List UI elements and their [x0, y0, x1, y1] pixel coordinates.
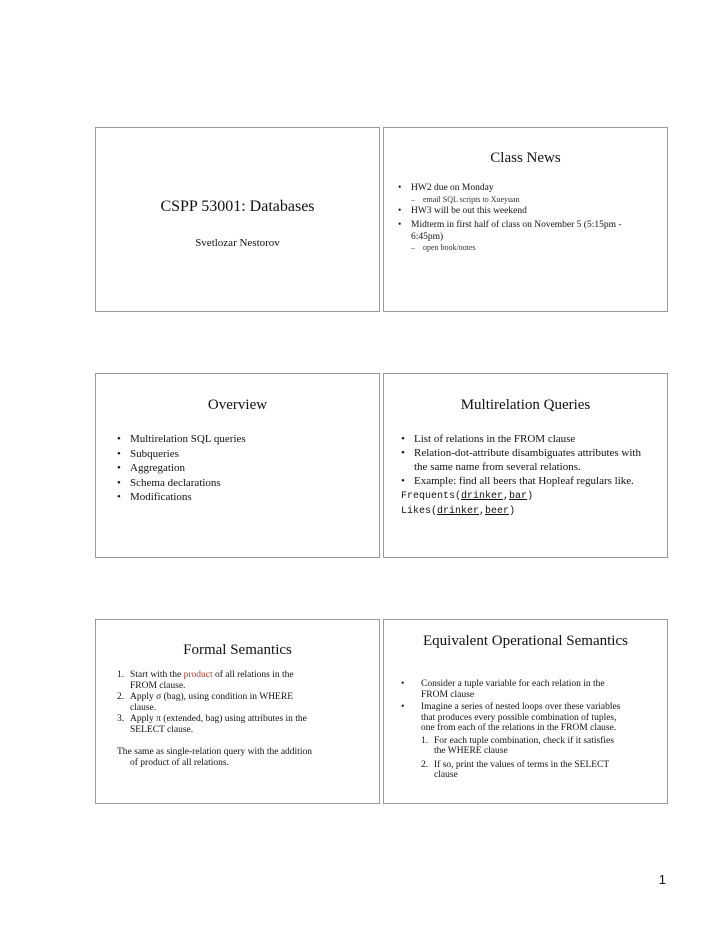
bullet-item: • List of relations in the FROM clause: [401, 432, 649, 446]
bullet-item: • Relation-dot-attribute disambiguates attributes with the same name from several relations.: [401, 446, 649, 474]
bullet-item: • Consider a tuple variable for each relation in the FROM clause: [401, 679, 627, 700]
author-name: Svetlozar Nestorov: [195, 237, 280, 249]
slide-formal-semantics: [95, 619, 380, 804]
slide-operational-semantics: [383, 619, 668, 804]
bullet-item: • HW3 will be out this weekend: [398, 206, 655, 218]
slide-body: [401, 679, 627, 781]
slide-multirelation-queries: [383, 373, 668, 558]
slide-title: Overview: [207, 397, 268, 413]
numbered-item: 1. Start with the product of all relations in the FROM clause.: [117, 670, 294, 691]
bullet-item: • Example: find all beers that Hopleaf regulars like.: [401, 474, 649, 488]
numbered-item: 3. Apply π (extended, bag) using attributes in the SELECT clause.: [117, 714, 307, 735]
numbered-item: 2. Apply σ (bag), using condition in WHERE clause.: [117, 692, 293, 713]
slide-body: [117, 670, 317, 768]
numbered-sub-item: 1. For each tuple combination, check if it satisfies the WHERE clause: [421, 735, 614, 756]
slide-body: [117, 432, 367, 505]
slide-title: Class News: [490, 150, 561, 166]
bullet-item: • Schema declarations: [117, 476, 367, 491]
numbered-sub-item: 2. If so, print the values of terms in the SELECT clause: [421, 759, 610, 780]
course-title: CSPP 53001: Databases: [160, 198, 315, 215]
bullet-item: • HW2 due on Monday: [398, 183, 655, 195]
bullet-item: • Midterm in first half of class on November 5 (5:15pm - 6:45pm): [398, 220, 655, 243]
slide-title: [95, 127, 380, 312]
bullet-item: • Subqueries: [117, 447, 367, 462]
slide-body: [401, 432, 649, 519]
bullet-item: • Modifications: [117, 490, 367, 505]
code-line: Likes(drinker,beer): [401, 506, 516, 517]
code-line: Frequents(drinker,bar): [401, 491, 534, 502]
slide-title: Multirelation Queries: [460, 397, 591, 413]
slide-class-news: [383, 127, 668, 312]
slide-title: Formal Semantics: [183, 642, 292, 658]
slide-note: The same as single-relation query with the addition of product of all relations.: [117, 747, 312, 768]
sub-bullet-item: – email SQL scripts to Xueyuan: [411, 195, 655, 205]
bullet-item: • Imagine a series of nested loops over these variables that produces every possible combination of tuples, one from each of the relations in the FROM clause.: [401, 702, 627, 734]
slide-body: [398, 183, 655, 253]
bullet-item: • Multirelation SQL queries: [117, 432, 367, 447]
highlight-product: product: [183, 670, 213, 680]
slide-title: Equivalent Operational Semantics: [423, 633, 628, 649]
slide-overview: [95, 373, 380, 558]
bullet-item: • Aggregation: [117, 461, 367, 476]
sub-bullet-item: – open book/notes: [411, 243, 655, 253]
page-number: 1: [658, 872, 666, 887]
